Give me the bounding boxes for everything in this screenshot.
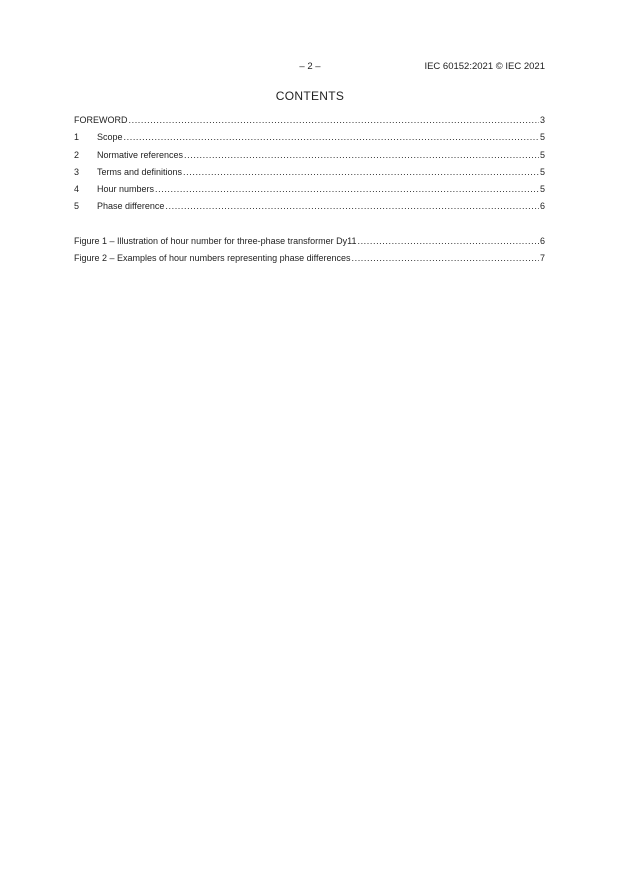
toc-number: 5: [74, 201, 80, 211]
leader-dots: [184, 149, 539, 161]
toc-number: 1: [74, 132, 80, 142]
leader-dots: [165, 200, 539, 212]
toc-label: Hour numbers: [97, 184, 155, 194]
toc-label: Normative references: [97, 150, 184, 160]
leader-dots: [155, 183, 539, 195]
toc-label: Scope: [97, 132, 123, 142]
toc-number: 3: [74, 167, 80, 177]
toc-entry-foreword[interactable]: [74, 114, 545, 126]
toc-label: Terms and definitions: [97, 167, 183, 177]
figure-label: Figure 1 – Illustration of hour number for three-phase transformer Dy11: [74, 236, 357, 246]
leader-dots: [129, 114, 539, 126]
figure-page: 6: [539, 236, 545, 246]
toc-entry-scope[interactable]: [74, 131, 545, 143]
toc-number: 4: [74, 184, 80, 194]
toc-page: 5: [539, 167, 545, 177]
toc-page: 5: [539, 132, 545, 142]
toc-number: 2: [74, 150, 80, 160]
leader-dots: [357, 235, 539, 247]
toc-page: 3: [539, 115, 545, 125]
toc-page: 5: [539, 150, 545, 160]
toc-page: 5: [539, 184, 545, 194]
toc-figure-1[interactable]: [74, 235, 545, 247]
toc-page: 6: [539, 201, 545, 211]
toc-entry-hour-numbers[interactable]: [74, 183, 545, 195]
leader-dots: [352, 252, 539, 264]
toc-label: FOREWORD: [74, 115, 128, 125]
page-title: CONTENTS: [275, 89, 345, 103]
standard-reference: IEC 60152:2021 © IEC 2021: [424, 61, 545, 72]
toc-entry-normative-references[interactable]: [74, 149, 545, 161]
figure-page: 7: [539, 253, 545, 263]
leader-dots: [183, 166, 539, 178]
leader-dots: [124, 131, 539, 143]
figure-label: Figure 2 – Examples of hour numbers representing phase differences: [74, 253, 351, 263]
page-number: – 2 –: [299, 61, 321, 72]
toc-figure-2[interactable]: [74, 252, 545, 264]
toc-entry-terms-definitions[interactable]: [74, 166, 545, 178]
toc-label: Phase difference: [97, 201, 165, 211]
toc-entry-phase-difference[interactable]: [74, 200, 545, 212]
